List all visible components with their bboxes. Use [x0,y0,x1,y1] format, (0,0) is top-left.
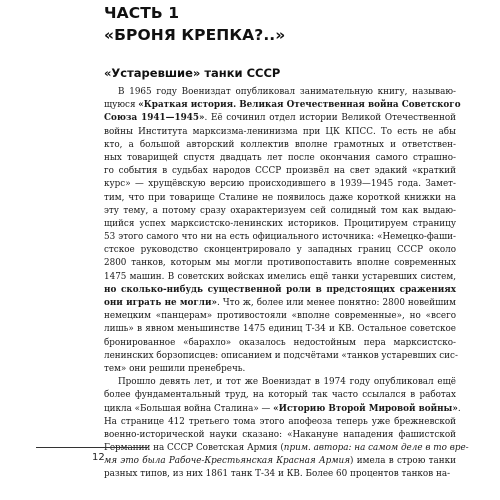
text-run: ленинских борзописцев: описанием и подсчётами «танков устаревших сис- [104,350,458,361]
body-line [104,178,456,191]
text-run: тем» они решили пренебречь. [104,363,246,374]
text-run: 1475 машин. В советских войсках имелись ещё танки устаревших систем, [104,271,456,282]
text-run: . Что ж, более или менее понятно: 2800 новейшим [217,298,456,308]
text-run: . [457,403,461,414]
text-run: стское руководство сконцентрировало у западных границ СССР около [104,245,456,256]
text-run: бронированное «барахло» оказалось недостойным пера марксистско- [104,337,456,348]
text-run: На странице 412 третьего тома этого апофеоза теперь уже брежневской [104,416,456,427]
text-run: немецким «панцерам» противостояли «вполне современные», но «всего [104,311,456,322]
body-line [104,350,456,363]
text-run: разных типов, из них 1861 танк Т-34 и КВ. Более 60 процентов танков на- [104,469,451,480]
body-line [104,152,456,165]
section-title: «Устаревшие» танки СССР [104,66,281,80]
body-line [104,284,456,297]
text-run: го события в судьбах народов СССР произвёл на свет эдакий «краткий [104,166,456,177]
italic-run: мя это была Рабоче-Крестьянская Красная Армия [104,456,351,467]
bold-run: «Краткая история. Великая Отечественная война Советского [138,100,461,111]
body-line [104,337,456,350]
bold-run: Союза 1941—1945» [104,113,205,124]
text-run: 53 этого самого что ни на есть официального источника: «Немецко-фаши- [104,232,456,243]
body-line [104,442,469,455]
body-line [104,139,456,152]
body-line [104,218,456,231]
part-heading-line-1: ЧАСТЬ 1 [104,4,180,22]
text-run: щийся успех марксистско-ленинских историков. Процитируем страницу [104,218,456,229]
text-run: войны Института марксизма-ленинизма при ЦК КПСС. То есть не абы [104,126,456,137]
body-line [104,297,456,310]
body-line [104,126,456,139]
bold-run: они играть не могли» [104,298,218,308]
page-number: 12 [92,452,105,463]
text-run: ) имела в строю танки [350,456,456,467]
part-heading [104,2,444,46]
body-line [104,244,456,257]
body-line [104,271,456,284]
text-run: военно-исторической науки сказано: «Накануне нападения фашистской [104,429,456,440]
text-run: ных товарищей спустя двадцать лет после окончания самого страшно- [104,152,456,163]
text-run: Германии на СССР Советская Армия ( [104,443,284,454]
body-line [104,231,456,244]
body-line [104,112,456,125]
text-run: тим, что при товарище Сталине не появилось даже короткой книжки на [104,192,456,203]
body-line [104,99,461,112]
footer-rule [36,447,148,448]
body-line [104,192,456,205]
part-heading-line-2: «БРОНЯ КРЕПКА?..» [104,26,286,44]
body-line [104,376,456,389]
text-run: Прошло девять лет, и тот же Воениздат в 1974 году опубликовал ещё [118,377,456,388]
text-run: лишь» в явном меньшинстве 1475 единиц Т-34 и КВ. Остальное советское [104,324,456,335]
text-run: цикла «Большая война Сталина» — [104,403,274,414]
text-run: кто, а большой авторский коллектив вполне грамотных и ответствен- [104,139,456,150]
body-line [104,205,456,218]
body-line [104,165,456,178]
body-line [104,323,456,336]
bold-run: «Историю Второй Мировой войны» [273,403,458,414]
body-line [104,86,456,99]
text-run: В 1965 году Воениздат опубликовал занимательную книгу, называю- [118,87,456,97]
bold-run: но сколько-нибудь существенной роли в предстоящих сражениях [104,284,456,295]
body-line [104,416,456,429]
text-run: . Её сочинил отдел истории Великой Отечественной [204,113,456,124]
body-line [104,468,456,481]
body-line [104,389,456,402]
text-run: курс» — хрущёвскую версию происходившего в 1939—1945 года. Замет- [104,179,456,190]
body-text [104,86,469,482]
text-run: 2800 танков, которым мы могли противопоставить вполне современных [104,258,456,269]
italic-run: прим. автора: на самом деле в то вре- [283,443,469,454]
text-run: эту тему, а потому сразу охарактеризуем сей солидный том как выдаю- [104,205,456,216]
body-line [104,455,456,468]
body-line [104,403,461,416]
body-line [104,310,456,323]
text-run: более фундаментальный труд, на который так часто ссылался в работах [104,390,456,401]
text-run: щуюся [104,100,139,111]
body-line [104,257,456,270]
body-line [104,429,456,442]
body-line [104,363,456,376]
